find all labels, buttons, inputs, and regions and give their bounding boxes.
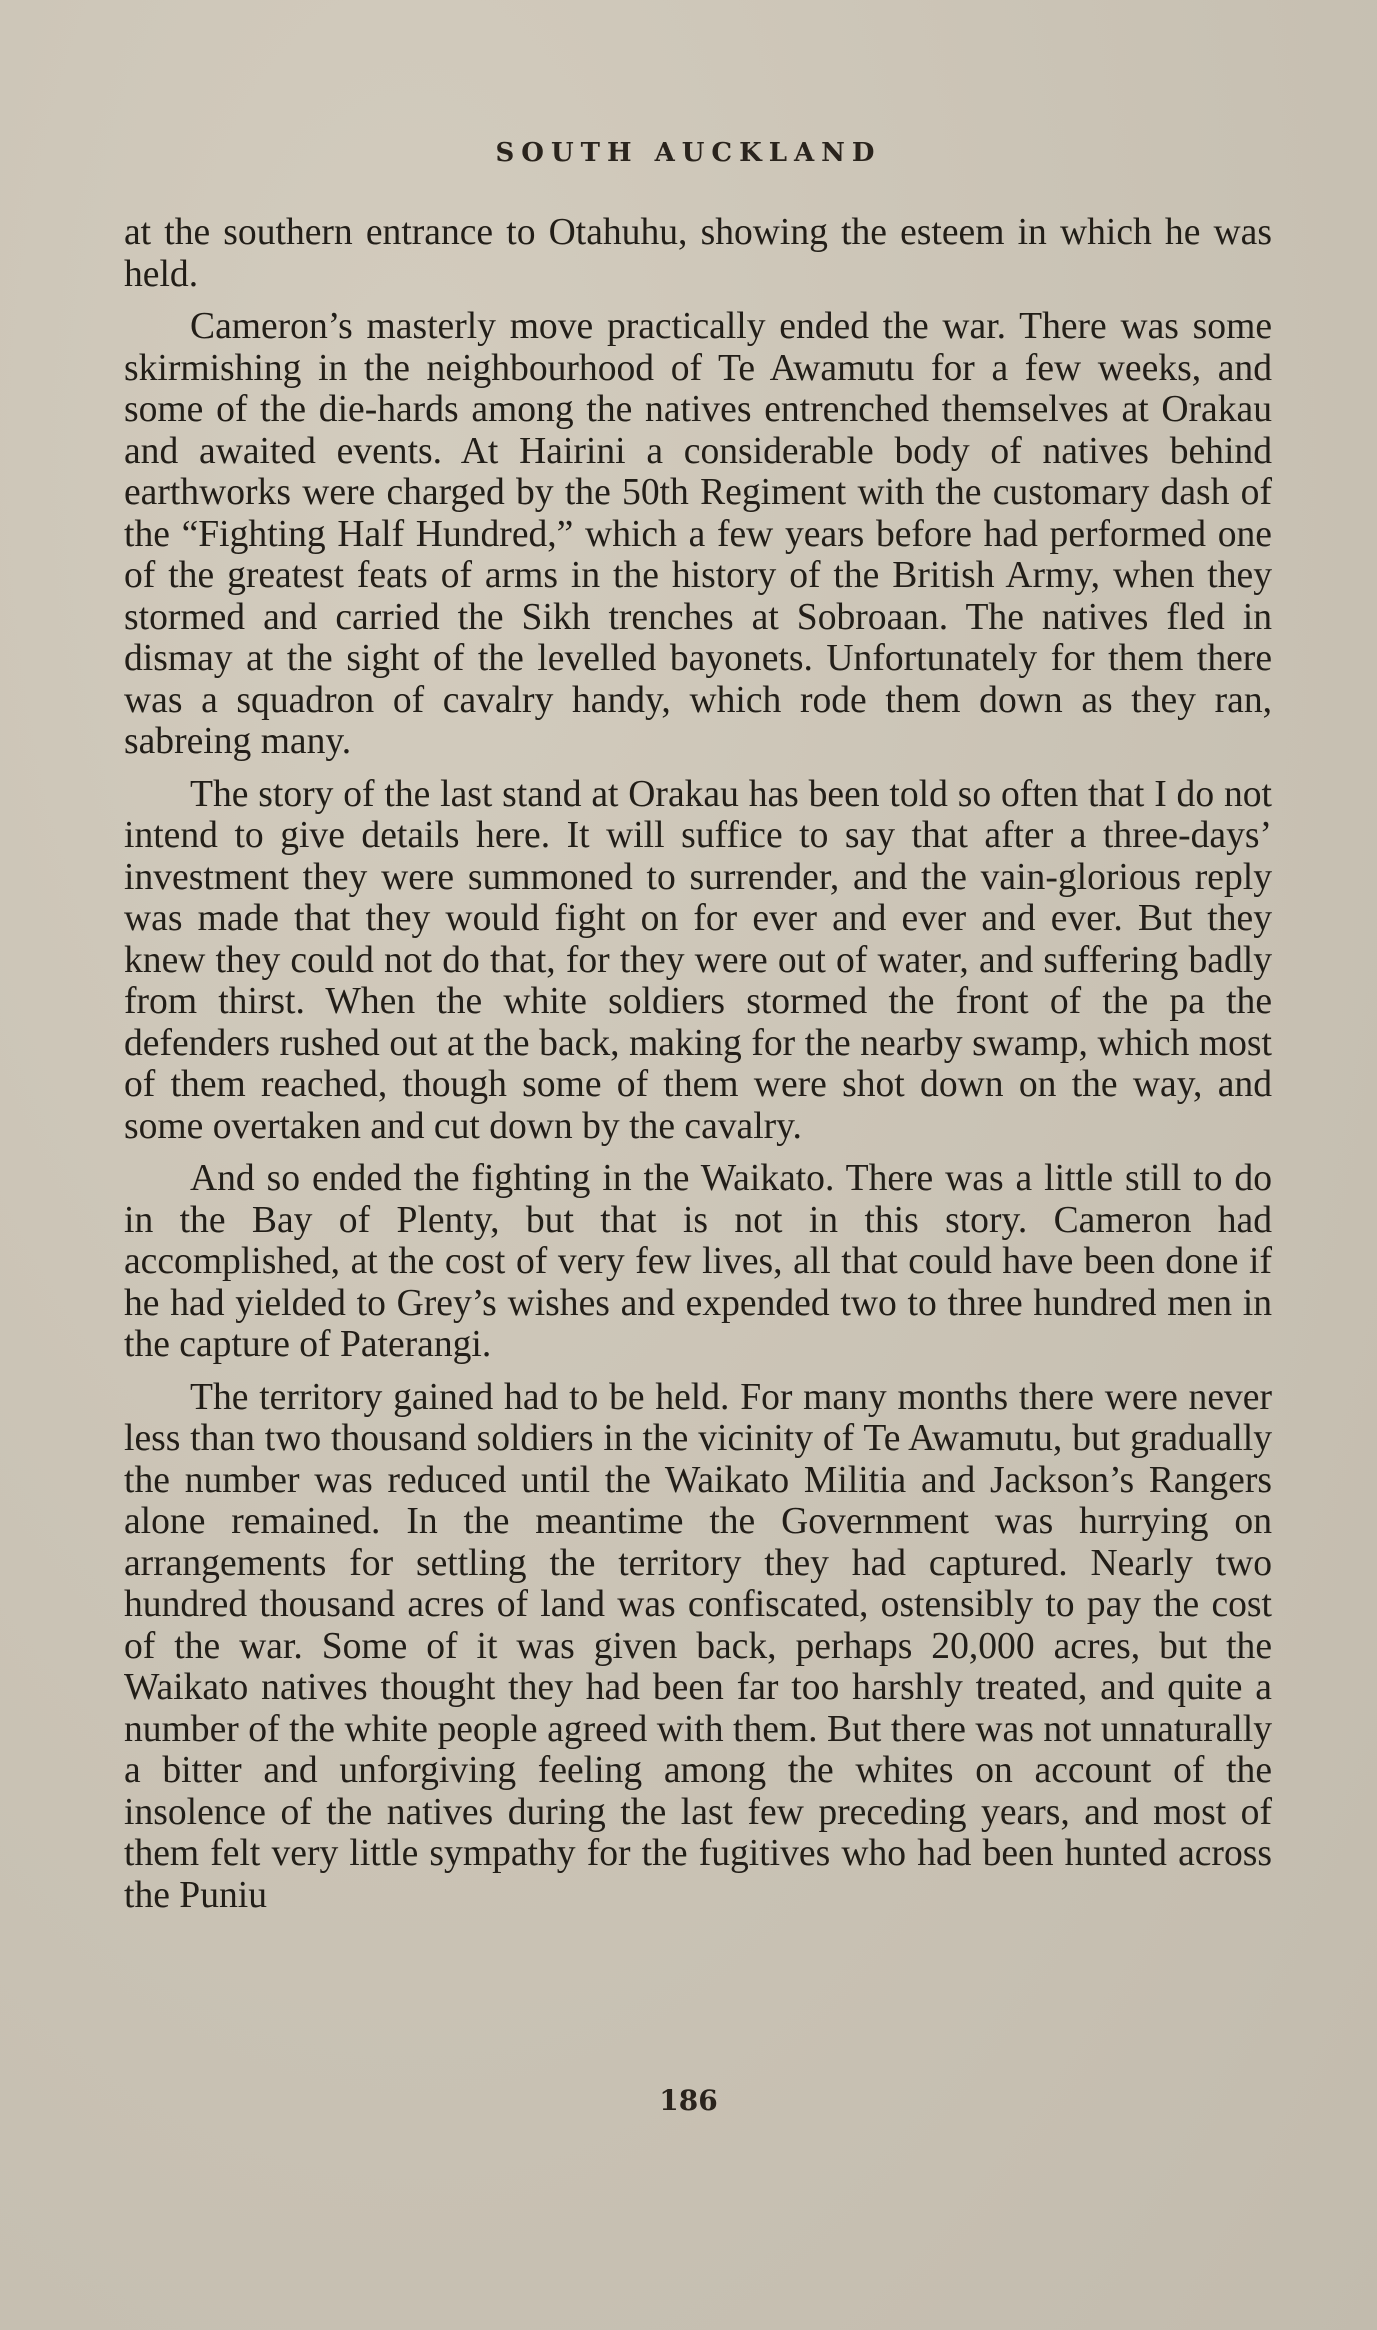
body-text: [124, 212, 1272, 1927]
page-number: 186: [659, 2084, 718, 2117]
paragraph-camerons-move: Cameron’s masterly move practically ended the war. There was some skirmishing in the neighbourhood of Te Awamutu for a few weeks, and some of the die-hards among the natives entrenched themselves at Orakau and awaited events. At Hairini a considerable body of natives behind earthworks were charged by the 50th Regiment with the customary dash of the “Fighting Half Hundred,” which a few years before had performed one of the greatest feats of arms in the history of the British Army, when they stormed and carried the Sikh trenches at Sobroaan. The natives fled in dismay at the sight of the levelled bayonets. Unfortunately for them there was a squadron of cavalry handy, which rode them down as they ran, sabreing many.: [124, 306, 1272, 762]
paragraph-orakau-stand: The story of the last stand at Orakau has been told so often that I do not intend to give details here. It will suffice to say that after a three-days’ investment they were summoned to surrender, and the vain-glorious reply was made that they would fight on for ever and ever and ever. But they knew they could not do that, for they were out of water, and suffering badly from thirst. When the white soldiers stormed the front of the pa the defenders rushed out at the back, making for the nearby swamp, which most of them reached, though some of them were shot down on the way, and some overtaken and cut down by the cavalry.: [124, 773, 1272, 1147]
paragraph-end-of-fighting: And so ended the fighting in the Waikato. There was a little still to do in the Bay of Plenty, but that is not in this story. Cameron had accomplished, at the cost of very few lives, all that could have been done if he had yielded to Grey’s wishes and expended two to three hundred men in the capture of Paterangi.: [124, 1158, 1272, 1365]
running-header: SOUTH AUCKLAND: [495, 138, 882, 168]
paragraph-territory-held: The territory gained had to be held. For many months there were never less than two thousand soldiers in the vicinity of Te Awamutu, but gradually the number was reduced until the Waikato Militia and Jackson’s Rangers alone remained. In the meantime the Government was hurrying on arrangements for settling the territory they had captured. Nearly two hundred thousand acres of land was confiscated, ostensibly to pay the cost of the war. Some of it was given back, perhaps 20,000 acres, but the Waikato natives thought they had been far too harshly treated, and quite a number of the white people agreed with them. But there was not unnaturally a bitter and unforgiving feeling among the whites on account of the insolence of the natives during the last few preceding years, and most of them felt very little sympathy for the fugitives who had been hunted across the Puniu: [124, 1376, 1272, 1916]
paragraph-continued: at the southern entrance to Otahuhu, showing the esteem in which he was held.: [124, 212, 1272, 295]
